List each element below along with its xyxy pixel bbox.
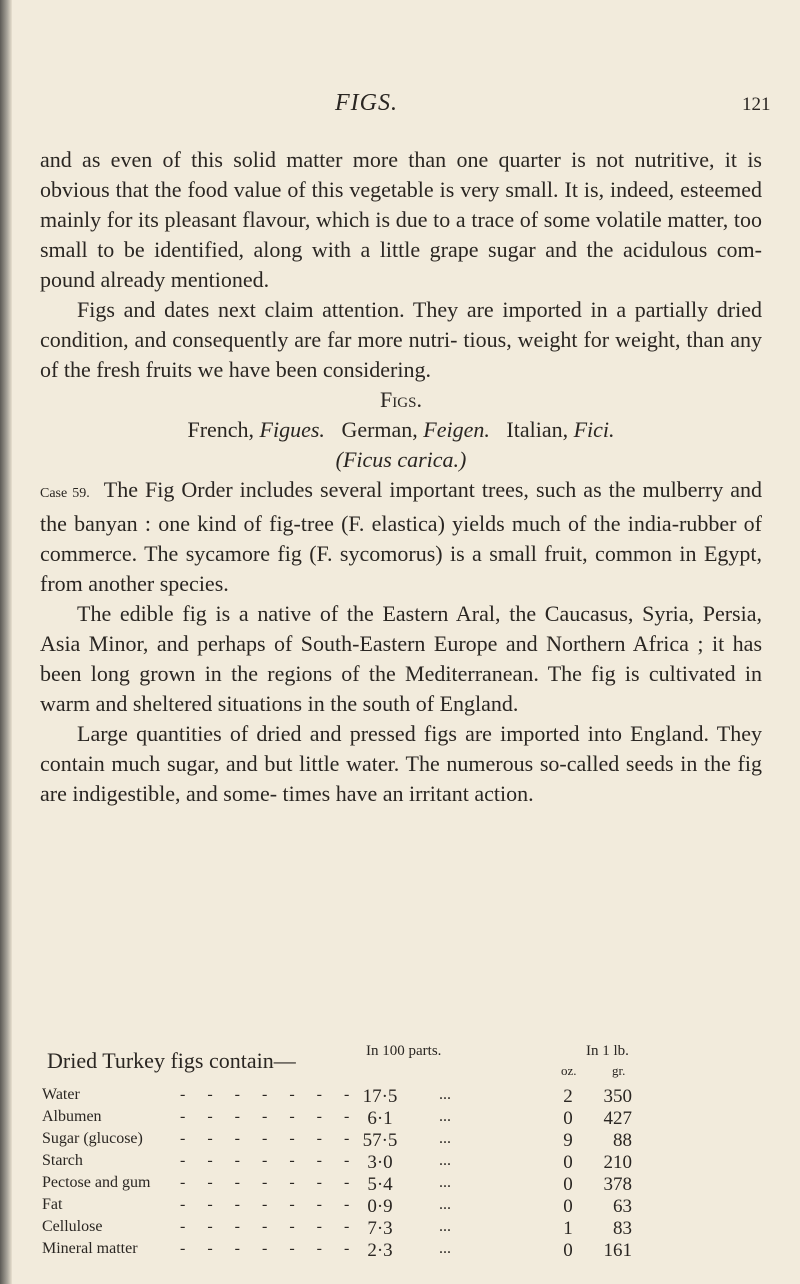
value-per-100: 57·5	[362, 1130, 398, 1151]
value-gr: 161	[603, 1240, 632, 1261]
col-header-oz: oz.	[561, 1063, 577, 1078]
heading-text: Figs.	[380, 387, 422, 412]
leader-dots: ...	[439, 1196, 451, 1213]
value-oz: 1	[563, 1218, 573, 1239]
row-label: Pectose and gum	[42, 1174, 151, 1191]
value-oz: 0	[563, 1196, 573, 1217]
table-row	[40, 1108, 762, 1130]
value-per-100: 5·4	[367, 1174, 393, 1195]
value-gr: 63	[613, 1196, 632, 1217]
body-text	[40, 145, 762, 809]
table-row	[40, 1240, 762, 1262]
table-row	[40, 1130, 762, 1152]
leader-dashes: - - - - - - -	[180, 1086, 359, 1103]
leader-dots: ...	[439, 1174, 451, 1191]
leader-dots: ...	[439, 1240, 451, 1257]
value-gr: 350	[603, 1086, 632, 1107]
running-title: FIGS.	[335, 90, 398, 116]
french-name: Figues.	[259, 417, 325, 442]
value-gr: 210	[603, 1152, 632, 1173]
leader-dashes: - - - - - - -	[180, 1130, 359, 1147]
table-row	[40, 1196, 762, 1218]
value-per-100: 6·1	[367, 1108, 393, 1129]
value-gr: 83	[613, 1218, 632, 1239]
leader-dots: ...	[439, 1152, 451, 1169]
german-label: German,	[341, 417, 418, 442]
leader-dashes: - - - - - - -	[180, 1108, 359, 1125]
row-label: Albumen	[42, 1108, 102, 1125]
french-label: French,	[187, 417, 255, 442]
value-oz: 0	[563, 1152, 573, 1173]
row-label: Mineral matter	[42, 1240, 138, 1257]
leader-dots: ...	[439, 1108, 451, 1125]
col-header-lb: In 1 lb.	[586, 1043, 629, 1059]
value-per-100: 2·3	[367, 1240, 393, 1261]
table-intro: Dried Turkey figs contain—	[47, 1048, 296, 1073]
row-label: Fat	[42, 1196, 63, 1213]
value-oz: 9	[563, 1130, 573, 1151]
value-per-100: 3·0	[367, 1152, 393, 1173]
leader-dots: ...	[439, 1086, 451, 1103]
latin-text: (Ficus carica.)	[335, 447, 467, 472]
value-per-100: 7·3	[367, 1218, 393, 1239]
leader-dots: ...	[439, 1218, 451, 1235]
paragraph-3-text: The Fig Order includes several important trees, such as the mulberry and the banyan : one kind of fig-tree (F. elastica) yields much of the india-rubber of commerce. The sycamore fig (F. sycomorus) is a small fruit, common in Egypt, from another species.	[40, 477, 762, 596]
row-label: Starch	[42, 1152, 83, 1169]
paragraph-5: Large quantities of dried and pressed figs are imported into England. They contain much sugar, and but little water. The numerous so-called seeds in the fig are indigestible, and some- times have an irritant action.	[40, 721, 762, 806]
paragraph-2: Figs and dates next claim attention. They are imported in a partially dried condition, and consequently are far more nutri- tious, weight for weight, than any of the fresh fruits we have been considering.	[40, 297, 762, 382]
leader-dashes: - - - - - - -	[180, 1218, 359, 1235]
page-header	[0, 90, 800, 130]
table-row	[40, 1218, 762, 1240]
italian-name: Fici.	[573, 417, 615, 442]
leader-dots: ...	[439, 1130, 451, 1147]
value-oz: 0	[563, 1174, 573, 1195]
leader-dashes: - - - - - - -	[180, 1240, 359, 1257]
row-label: Cellulose	[42, 1218, 103, 1235]
value-gr: 88	[613, 1130, 632, 1151]
names-line	[40, 415, 762, 445]
table-row	[40, 1174, 762, 1196]
paragraph-3	[40, 475, 762, 599]
value-oz: 0	[563, 1108, 573, 1129]
paragraph-1: and as even of this solid matter more than one quarter is not nutritive, it is obvious that the food value of this vegetable is very small. It is, indeed, esteemed mainly for its pleasant flavour, which is due to a trace of some volatile matter, too small to be identified, along with a little grape sugar and the acidulous com- pound already mentioned.	[40, 147, 762, 292]
case-label: Case 59.	[40, 486, 90, 501]
value-oz: 0	[563, 1240, 573, 1261]
table-row	[40, 1086, 762, 1108]
latin-name	[40, 445, 762, 475]
table-row	[40, 1152, 762, 1174]
italian-label: Italian,	[506, 417, 569, 442]
col-header-gr: gr.	[612, 1063, 626, 1078]
row-label: Water	[42, 1086, 80, 1103]
page-edge-shadow	[0, 0, 12, 1284]
section-heading	[40, 385, 762, 415]
col-header-parts: In 100 parts.	[366, 1043, 442, 1059]
value-per-100: 0·9	[367, 1196, 393, 1217]
leader-dashes: - - - - - - -	[180, 1152, 359, 1169]
leader-dashes: - - - - - - -	[180, 1174, 359, 1191]
paragraph-4: The edible fig is a native of the Eastern Aral, the Caucasus, Syria, Persia, Asia Minor, and perhaps of South-Eastern Europe and Northern Africa ; it has been long grown in the regions of the Mediterranean. The fig is cultivated in warm and sheltered situations in the south of England.	[40, 601, 762, 716]
value-gr: 427	[603, 1108, 632, 1129]
row-label: Sugar (glucose)	[42, 1130, 143, 1147]
leader-dashes: - - - - - - -	[180, 1196, 359, 1213]
value-oz: 2	[563, 1086, 573, 1107]
value-gr: 378	[603, 1174, 632, 1195]
value-per-100: 17·5	[362, 1086, 398, 1107]
german-name: Feigen.	[423, 417, 490, 442]
page-number: 121	[742, 94, 771, 115]
